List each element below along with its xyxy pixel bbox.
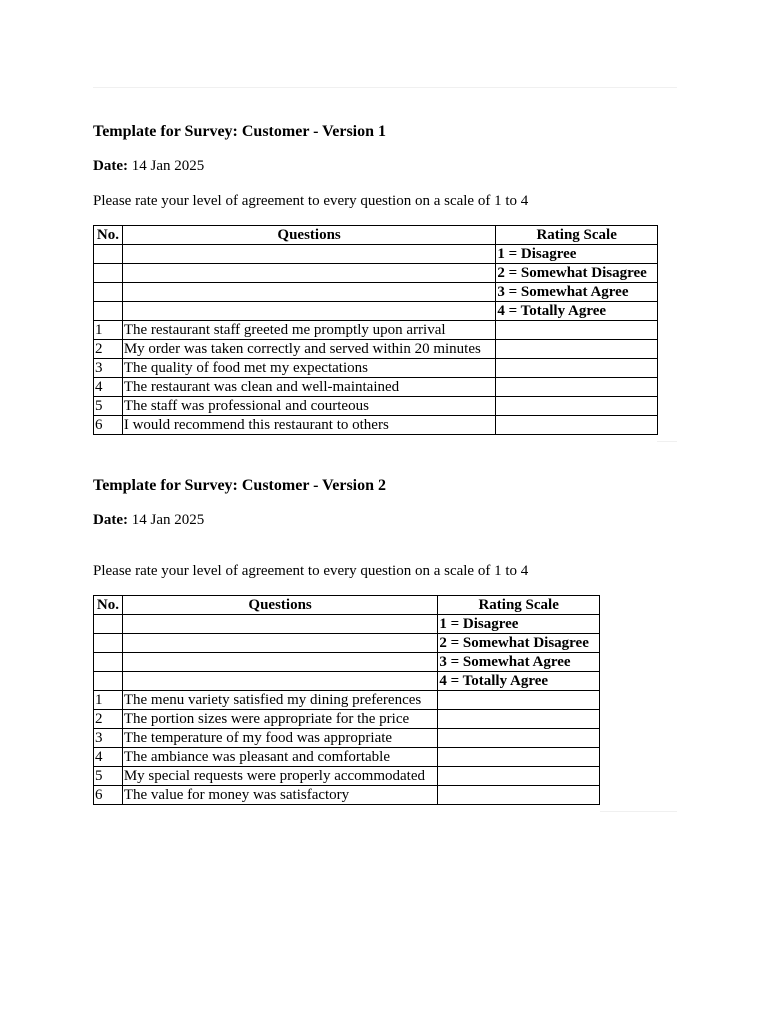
survey-instructions: Please rate your level of agreement to every question on a scale of 1 to 4 <box>93 563 529 579</box>
row-number: 4 <box>94 378 123 397</box>
date-value: 14 Jan 2025 <box>131 158 205 174</box>
rating-cell[interactable] <box>438 710 600 729</box>
rating-cell[interactable] <box>438 729 600 748</box>
rating-cell[interactable] <box>496 378 658 397</box>
header-no: No. <box>94 596 123 615</box>
question-text: The menu variety satisfied my dining preferences <box>122 691 438 710</box>
table-row <box>94 321 658 340</box>
scale-row <box>94 653 600 672</box>
question-text: The quality of food met my expectations <box>122 359 495 378</box>
survey-title: Template for Survey: Customer - Version 1 <box>93 123 387 140</box>
table-row <box>94 359 658 378</box>
survey-date <box>93 157 204 175</box>
header-questions: Questions <box>122 596 438 615</box>
scale-item: 3 = Somewhat Agree <box>496 283 658 302</box>
scale-row <box>94 245 658 264</box>
row-number: 5 <box>94 397 123 416</box>
date-label: Date: <box>93 158 128 174</box>
table-row <box>94 378 658 397</box>
survey-title: Template for Survey: Customer - Version 2 <box>93 477 387 494</box>
row-number: 6 <box>94 416 123 435</box>
survey-section-2 <box>93 476 589 803</box>
survey-table <box>93 595 600 805</box>
scale-item: 2 = Somewhat Disagree <box>438 634 600 653</box>
header-no: No. <box>94 226 123 245</box>
row-number: 2 <box>94 710 123 729</box>
row-number: 3 <box>94 729 123 748</box>
scale-item: 3 = Somewhat Agree <box>438 653 600 672</box>
rating-cell[interactable] <box>438 786 600 805</box>
scale-row <box>94 672 600 691</box>
survey-date <box>93 511 204 529</box>
date-value: 14 Jan 2025 <box>131 512 205 528</box>
scale-row <box>94 615 600 634</box>
survey-table <box>93 225 658 435</box>
scale-item: 1 = Disagree <box>438 615 600 634</box>
scale-item: 1 = Disagree <box>496 245 658 264</box>
scale-row <box>94 302 658 321</box>
table-row <box>94 340 658 359</box>
question-text: The restaurant staff greeted me promptly upon arrival <box>122 321 495 340</box>
table-row <box>94 691 600 710</box>
table-row <box>94 767 600 786</box>
scale-item: 4 = Totally Agree <box>438 672 600 691</box>
scale-item: 2 = Somewhat Disagree <box>496 264 658 283</box>
table-header-row <box>94 226 658 245</box>
question-text: The temperature of my food was appropriate <box>122 729 438 748</box>
question-text: The value for money was satisfactory <box>122 786 438 805</box>
row-number: 1 <box>94 691 123 710</box>
header-rating-scale: Rating Scale <box>438 596 600 615</box>
question-text: The restaurant was clean and well-maintained <box>122 378 495 397</box>
survey-section-1 <box>93 122 647 433</box>
scale-item: 4 = Totally Agree <box>496 302 658 321</box>
rating-cell[interactable] <box>496 359 658 378</box>
top-divider <box>93 87 677 88</box>
section-end-divider <box>657 441 677 442</box>
row-number: 3 <box>94 359 123 378</box>
table-row <box>94 397 658 416</box>
table-row <box>94 729 600 748</box>
question-text: The portion sizes were appropriate for the price <box>122 710 438 729</box>
rating-cell[interactable] <box>496 321 658 340</box>
rating-cell[interactable] <box>496 340 658 359</box>
row-number: 1 <box>94 321 123 340</box>
table-header-row <box>94 596 600 615</box>
rating-cell[interactable] <box>438 691 600 710</box>
question-text: My special requests were properly accommodated <box>122 767 438 786</box>
survey-instructions: Please rate your level of agreement to every question on a scale of 1 to 4 <box>93 193 529 209</box>
question-text: The ambiance was pleasant and comfortable <box>122 748 438 767</box>
rating-cell[interactable] <box>496 416 658 435</box>
row-number: 6 <box>94 786 123 805</box>
scale-row <box>94 283 658 302</box>
section-end-divider <box>600 811 677 812</box>
header-rating-scale: Rating Scale <box>496 226 658 245</box>
header-questions: Questions <box>122 226 495 245</box>
question-text: The staff was professional and courteous <box>122 397 495 416</box>
question-text: I would recommend this restaurant to others <box>122 416 495 435</box>
rating-cell[interactable] <box>438 748 600 767</box>
scale-row <box>94 264 658 283</box>
rating-cell[interactable] <box>438 767 600 786</box>
rating-cell[interactable] <box>496 397 658 416</box>
table-row <box>94 748 600 767</box>
table-row <box>94 786 600 805</box>
scale-row <box>94 634 600 653</box>
row-number: 4 <box>94 748 123 767</box>
row-number: 2 <box>94 340 123 359</box>
row-number: 5 <box>94 767 123 786</box>
date-label: Date: <box>93 512 128 528</box>
table-row <box>94 416 658 435</box>
question-text: My order was taken correctly and served within 20 minutes <box>122 340 495 359</box>
table-row <box>94 710 600 729</box>
